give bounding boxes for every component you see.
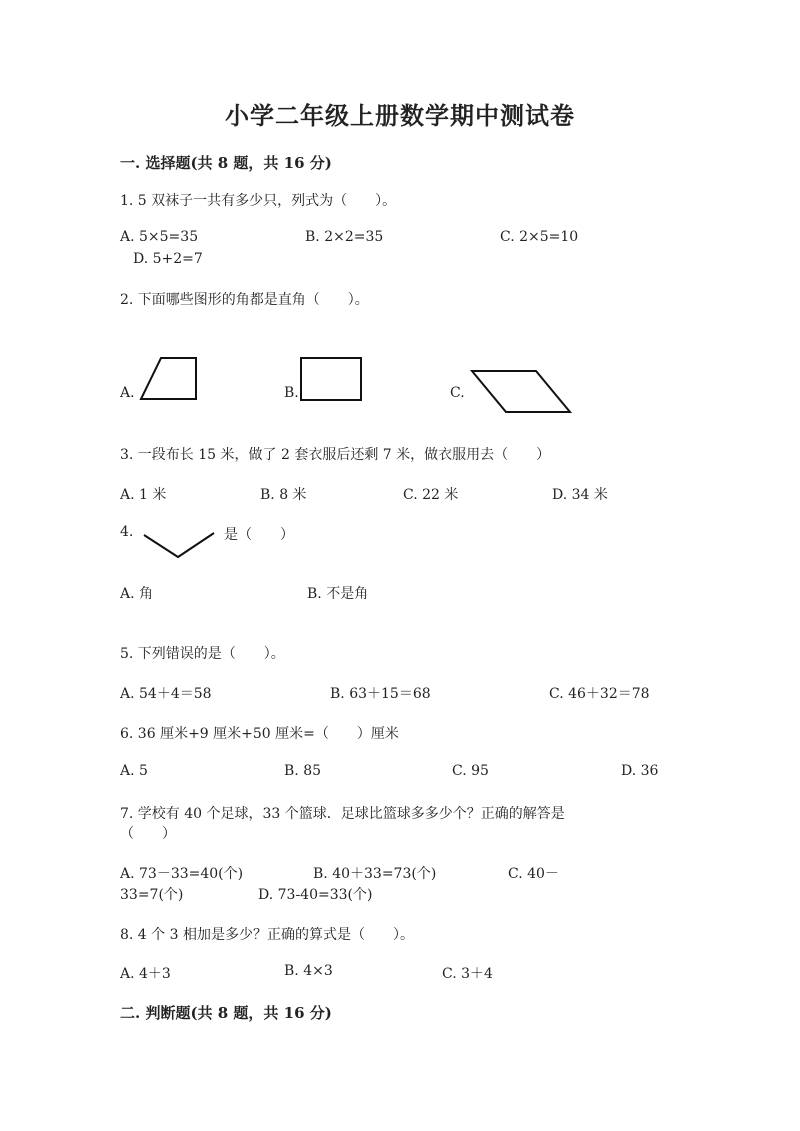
q3-option-b: B. 8 米	[260, 487, 307, 503]
q7-option-d: D. 73-40=33(个)	[258, 887, 373, 903]
q7-option-c: C. 40－	[508, 866, 559, 882]
q8-option-a: A. 4＋3	[120, 966, 171, 982]
q5-option-c: C. 46＋32＝78	[549, 686, 650, 702]
q1-option-d: D. 5+2=7	[133, 251, 203, 267]
question-7: 7. 学校有 40 个足球，33 个篮球．足球比篮球多多少个？正确的解答是	[120, 806, 565, 822]
question-4-number: 4.	[120, 524, 134, 540]
q1-option-c: C. 2×5=10	[500, 229, 579, 245]
q2-option-b: B.	[284, 385, 299, 401]
q3-option-c: C. 22 米	[403, 487, 459, 503]
section-heading-choice: 一. 选择题(共 8 题，共 16 分)	[120, 154, 332, 172]
question-2: 2. 下面哪些图形的角都是直角（ ）。	[120, 292, 369, 308]
q7-option-a: A. 73－33=40(个)	[120, 866, 244, 882]
bent-line-shape	[142, 530, 218, 560]
q5-option-b: B. 63＋15＝68	[330, 686, 431, 702]
rectangle-shape	[299, 356, 365, 404]
q6-option-c: C. 95	[452, 763, 489, 779]
q1-option-a: A. 5×5=35	[120, 229, 199, 245]
question-4: 是（ ）	[224, 527, 294, 543]
q8-option-b: B. 4×3	[284, 963, 333, 979]
q8-option-c: C. 3＋4	[442, 966, 493, 982]
q3-option-a: A. 1 米	[120, 487, 167, 503]
q2-option-c: C.	[450, 385, 465, 401]
question-5: 5. 下列错误的是（ ）。	[120, 646, 285, 662]
trapezoid-shape	[138, 355, 200, 403]
q6-option-d: D. 36	[621, 763, 659, 779]
question-6: 6. 36 厘米+9 厘米+50 厘米=（ ）厘米	[120, 726, 399, 742]
parallelogram-shape	[470, 368, 574, 416]
q7-option-c-continued: 33=7(个)	[120, 887, 184, 903]
q4-option-b: B. 不是角	[307, 586, 369, 602]
q6-option-b: B. 85	[284, 763, 322, 779]
q4-option-a: A. 角	[120, 586, 154, 602]
page-title: 小学二年级上册数学期中测试卷	[225, 101, 575, 130]
question-1: 1. 5 双袜子一共有多少只，列式为（ ）。	[120, 193, 397, 209]
question-3: 3. 一段布长 15 米，做了 2 套衣服后还剩 7 米，做衣服用去（ ）	[120, 447, 551, 463]
q2-option-a: A.	[120, 385, 135, 401]
q5-option-a: A. 54＋4＝58	[120, 686, 212, 702]
question-7-blank: （ ）	[120, 826, 176, 842]
q3-option-d: D. 34 米	[552, 487, 608, 503]
q6-option-a: A. 5	[120, 763, 148, 779]
q1-option-b: B. 2×2=35	[305, 229, 384, 245]
question-8: 8. 4 个 3 相加是多少？正确的算式是（ ）。	[120, 927, 414, 943]
section-heading-judgement: 二. 判断题(共 8 题，共 16 分)	[120, 1004, 332, 1022]
q7-option-b: B. 40＋33=73(个)	[313, 866, 437, 882]
